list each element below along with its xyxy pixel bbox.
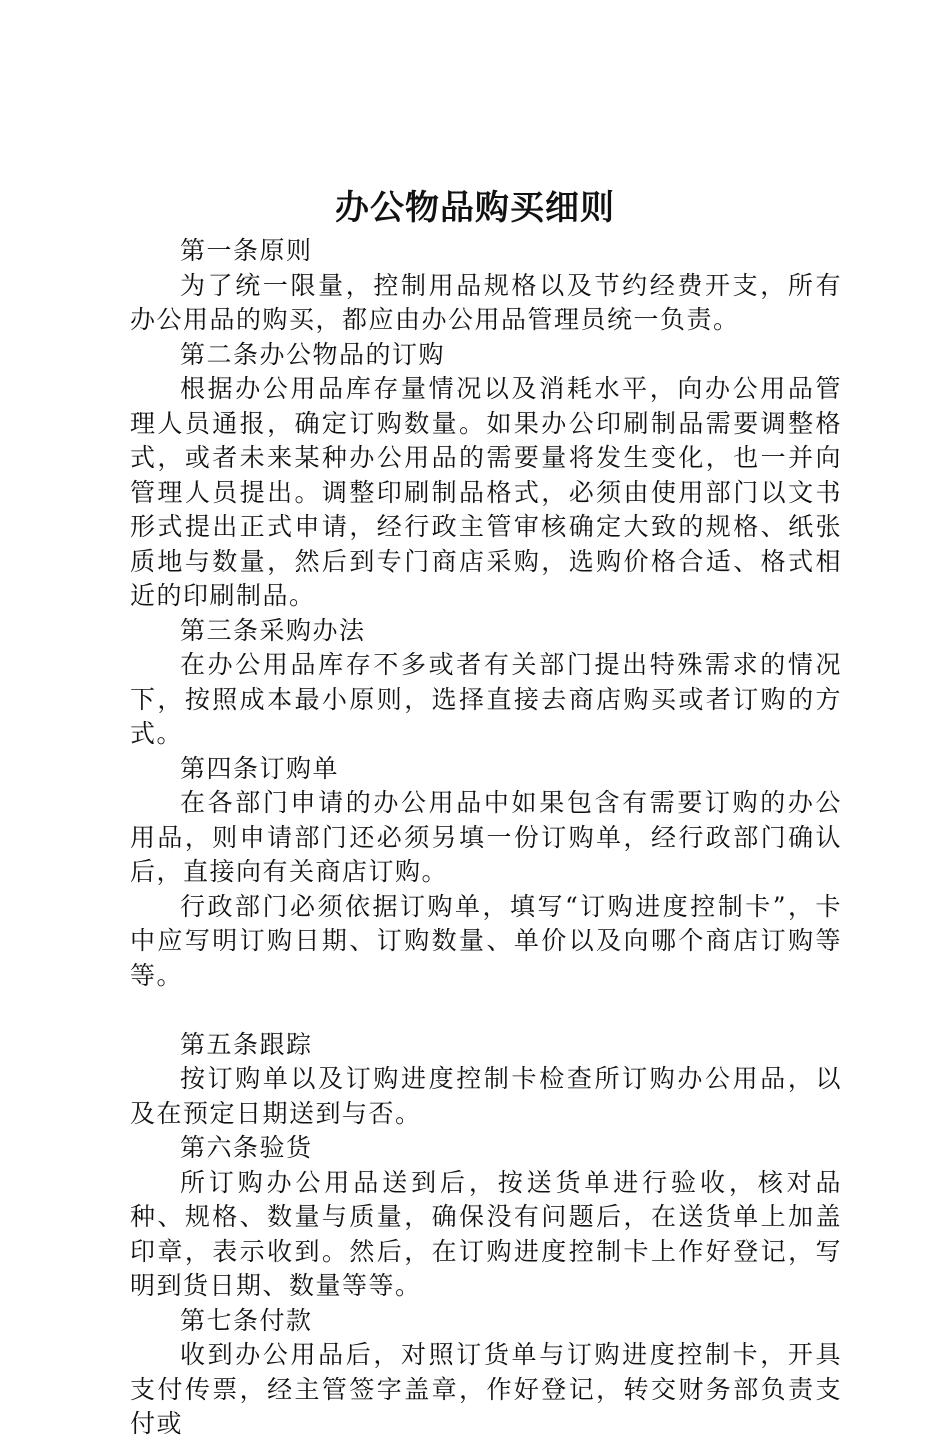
article-heading: 第七条付款 — [180, 1305, 313, 1335]
article-heading: 第一条原则 — [180, 236, 313, 265]
article-paragraph: 在各部门申请的办公用品中如果包含有需要订购的办公用品，则申请部门还必须另填一份订购单，经行政部门确认后，直接向有关商店订购。 — [130, 788, 842, 886]
article-paragraph: 所订购办公用品送到后，按送货单进行验收，核对品种、规格、数量与质量，确保没有问题后，在送货单上加盖印章，表示收到。然后，在订购进度控制卡上作好登记，写明到货日期、数量等等。 — [130, 1167, 842, 1300]
article-heading: 第三条采购办法 — [180, 615, 366, 645]
article-heading: 第六条验货 — [180, 1133, 313, 1162]
article-paragraph: 为了统一限量，控制用品规格以及节约经费开支，所有办公用品的购买，都应由办公用品管理员统一负责。 — [130, 270, 842, 334]
blank-line — [130, 993, 842, 1028]
document-body — [130, 234, 842, 1442]
article-paragraph: 根据办公用品库存量情况以及消耗水平，向办公用品管理人员通报，确定订购数量。如果办公印刷制品需要调整格式，或者未来某种办公用品的需要量将发生变化，也一并向管理人员提出。调整印刷制品格式，必须由使用部门以文书形式提出正式申请，经行政主管审核确定大致的规格、纸张质地与数量，然后到专门商店采购，选购价格合适、格式相近的印刷制品。 — [130, 374, 842, 610]
article-paragraph: 在办公用品库存不多或者有关部门提出特殊需求的情况下，按照成本最小原则，选择直接去商店购买或者订购的方式。 — [130, 650, 842, 748]
article-heading: 第二条办公物品的订购 — [180, 339, 446, 369]
article-paragraph: 行政部门必须依据订购单，填写“订购进度控制卡”，卡中应写明订购日期、订购数量、单价以及向哪个商店订购等等。 — [130, 891, 842, 990]
document-title: 办公物品购买细则 — [335, 188, 615, 228]
article-paragraph: 按订购单以及订购进度控制卡检查所订购办公用品，以及在预定日期送到与否。 — [130, 1064, 842, 1128]
article-heading: 第四条订购单 — [180, 753, 340, 783]
article-paragraph: 收到办公用品后，对照订货单与订购进度控制卡，开具支付传票，经主管签字盖章，作好登记，转交财务部负责支付或 — [130, 1340, 842, 1438]
article-heading: 第五条跟踪 — [180, 1029, 313, 1059]
